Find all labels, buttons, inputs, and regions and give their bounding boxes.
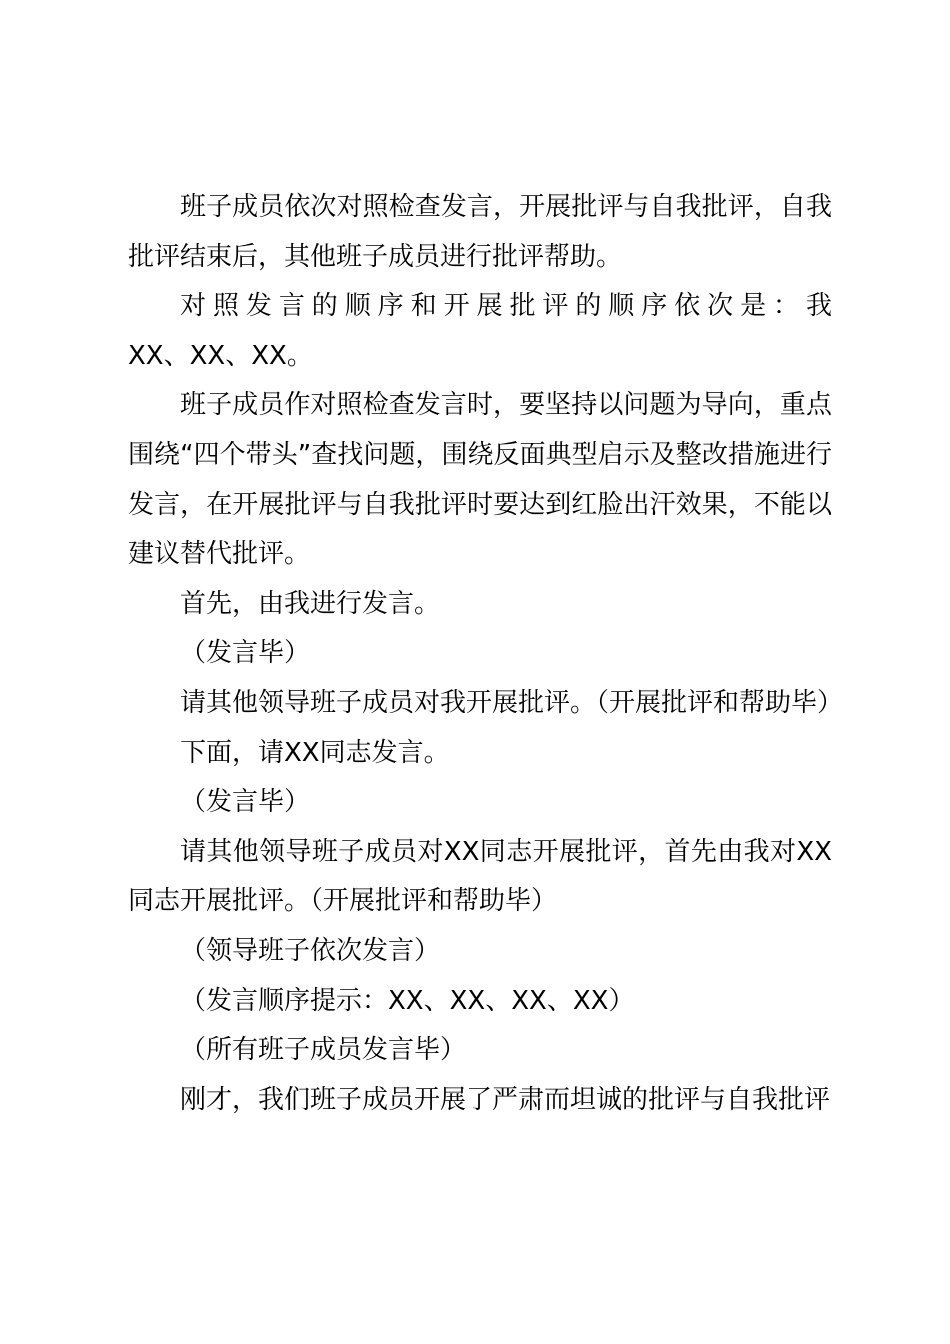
paragraph-4: 首先，由我进行发言。: [180, 588, 441, 619]
paragraph-10: （领导班子依次发言）: [180, 935, 441, 966]
paragraph-5: （发言毕）: [180, 638, 311, 669]
paragraph-7: 下面，请XX同志发言。: [180, 737, 450, 768]
paragraph-11: （发言顺序提示：XX、XX、XX、XX）: [180, 985, 635, 1016]
paragraph-2: 对照发言的顺序和开展批评的顺序依次是：我: [180, 291, 832, 322]
paragraph-13: 刚才，我们班子成员开展了严肃而坦诚的批评与自我批评: [180, 1084, 831, 1115]
paragraph-6: 请其他领导班子成员对我开展批评。（开展批评和帮助毕）: [180, 687, 844, 718]
paragraph-2-continued: XX、XX、XX。: [128, 340, 313, 371]
document-body: [128, 183, 844, 1125]
paragraph-8: （发言毕）: [180, 787, 311, 818]
paragraph-9: 请其他领导班子成员对XX同志开展批评，首先由我对XX同志开展批评。（开展批评和帮助毕）: [128, 836, 832, 917]
paragraph-3: 班子成员作对照检查发言时，要坚持以问题为导向，重点围绕“四个带头”查找问题，围绕反面典型启示及整改措施进行发言，在开展批评与自我批评时要达到红脸出汗效果，不能以建议替代批评。: [128, 390, 832, 570]
paragraph-1: 班子成员依次对照检查发言，开展批评与自我批评，自我批评结束后，其他班子成员进行批评帮助。: [128, 192, 832, 272]
paragraph-12: （所有班子成员发言毕）: [180, 1035, 467, 1066]
